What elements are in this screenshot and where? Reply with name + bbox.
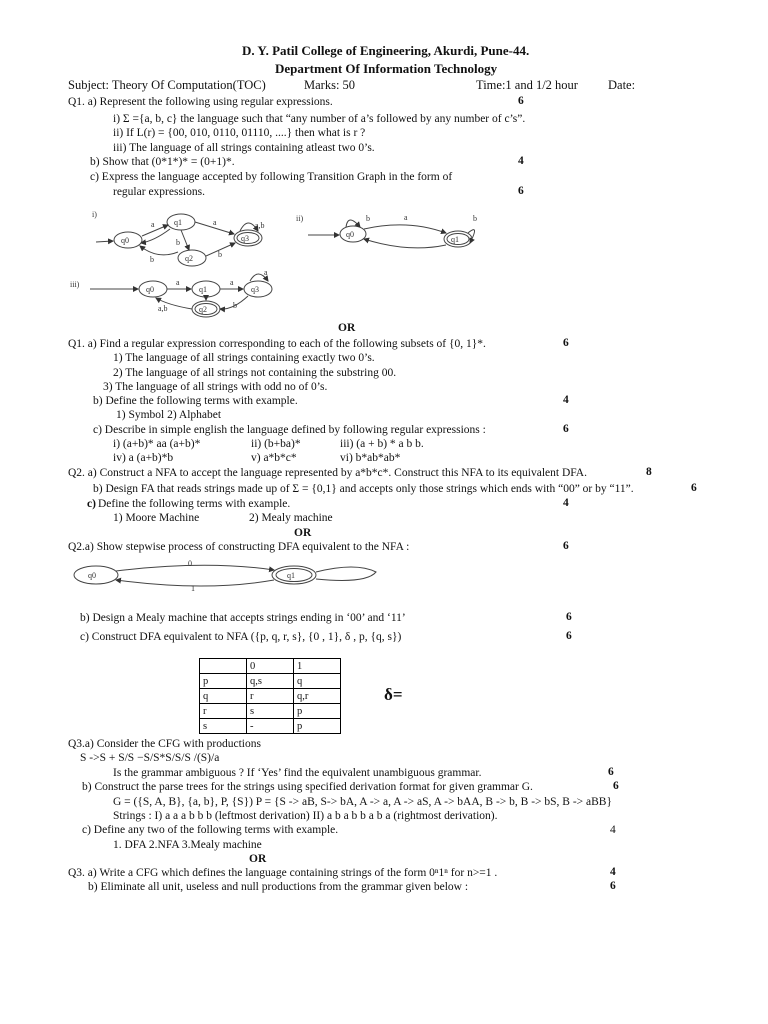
q1a-marks: 6 <box>518 95 524 107</box>
q1alt-a2: 2) The language of all strings not containing the substring 00. <box>113 367 397 379</box>
svg-text:q1: q1 <box>199 285 207 294</box>
q2c-2: 2) Mealy machine <box>249 512 333 524</box>
q2c-text: Define the following terms with example. <box>98 498 291 510</box>
q1alt-c-head: c) Describe in simple english the language defined by following regular expressions : <box>93 424 486 436</box>
q1b-text: b) Show that (0*1*)* = (0+1)*. <box>90 156 235 168</box>
q2b-text: b) Design FA that reads strings made up of Σ = {0,1} and accepts only those strings which ends with “00” or by “11”. <box>93 483 634 495</box>
svg-text:q0: q0 <box>146 285 154 294</box>
time: Time:1 and 1/2 hour <box>476 78 578 92</box>
g1-label: i) <box>92 210 97 219</box>
q3c-items: 1. DFA 2.NFA 3.Mealy machine <box>113 839 262 851</box>
q2a-text: Q2. a) Construct a NFA to accept the language represented by a*b*c*. Construct this NFA to its equivalent DFA. <box>68 467 587 479</box>
date: Date: <box>608 78 636 92</box>
svg-text:1: 1 <box>191 584 195 593</box>
q2c-1: 1) Moore Machine <box>113 512 200 524</box>
delta-label: δ= <box>384 685 403 704</box>
svg-text:q0: q0 <box>88 571 96 580</box>
svg-text:q1: q1 <box>451 235 459 244</box>
svg-text:q3: q3 <box>251 285 259 294</box>
svg-text:a: a <box>176 278 180 287</box>
q1alt-b1: 1) Symbol 2) Alphabet <box>116 409 222 421</box>
q3b-strings: Strings : I) a a a b b b (leftmost derivation) II) a b a b b a b a (rightmost derivation). <box>113 810 498 822</box>
svg-text:b: b <box>233 301 237 310</box>
svg-text:b: b <box>176 238 180 247</box>
q2alt-b-marks: 6 <box>566 611 572 623</box>
table-row: s - p <box>200 719 341 734</box>
q3a-text: Q3.a) Consider the CFG with productions <box>68 738 261 750</box>
g2-label: ii) <box>296 214 304 223</box>
svg-text:q3: q3 <box>241 234 249 243</box>
q2alt-a-text: Q2.a) Show stepwise process of constructing DFA equivalent to the NFA : <box>68 541 410 553</box>
q3alt-a-marks: 4 <box>610 866 616 878</box>
q2c-label: c) <box>87 498 96 510</box>
svg-text:a: a <box>230 278 234 287</box>
q2alt-a-marks: 6 <box>563 540 569 552</box>
svg-text:a,b: a,b <box>255 221 265 230</box>
q1alt-a3: 3) The language of all strings with odd no of 0’s. <box>103 381 328 393</box>
q1alt-a1: 1) The language of all strings containing exactly two 0’s. <box>113 352 375 364</box>
q2c-marks: 4 <box>563 497 569 509</box>
svg-text:b: b <box>218 250 222 259</box>
q1alt-a-marks: 6 <box>563 337 569 349</box>
q3alt-b-marks: 6 <box>610 880 616 892</box>
q2b-marks: 6 <box>691 482 697 494</box>
q3c-text: c) Define any two of the following terms with example. <box>82 824 339 836</box>
q3a-prod: S ->S + S/S −S/S*S/S/S /(S)/a <box>80 752 220 764</box>
svg-text:a: a <box>151 220 155 229</box>
q1c-marks: 6 <box>518 185 524 197</box>
svg-text:a: a <box>404 213 408 222</box>
or-divider-3: OR <box>249 853 267 865</box>
svg-text:q1: q1 <box>174 218 182 227</box>
svg-text:b: b <box>473 214 477 223</box>
transition-table <box>199 658 341 734</box>
g3-label: iii) <box>70 280 80 289</box>
q1alt-c-v: v) a*b*c* <box>251 452 297 464</box>
q3alt-a-text: Q3. a) Write a CFG which defines the language containing strings of the form 0ⁿ1ⁿ for n>=1 . <box>68 867 498 879</box>
svg-text:q2: q2 <box>185 254 193 263</box>
q2alt-c-marks: 6 <box>566 630 572 642</box>
transition-graphs <box>68 205 500 320</box>
q1a-head: Q1. a) Represent the following using regular expressions. <box>68 96 333 108</box>
q2alt-b-text: b) Design a Mealy machine that accepts strings ending in ‘00’ and ‘11’ <box>80 612 406 624</box>
q1alt-c-marks: 6 <box>563 423 569 435</box>
q1alt-c-iii: iii) (a + b) * a b b. <box>340 438 424 450</box>
table-row: p q,s q <box>200 674 341 689</box>
nfa-q0-state <box>74 566 118 584</box>
or-divider-2: OR <box>294 527 312 539</box>
q1alt-b-marks: 4 <box>563 394 569 406</box>
svg-text:q0: q0 <box>121 236 129 245</box>
q3b-grammar: G = ({S, A, B}, {a, b}, P, {S}) P = {S -> aB, S-> bA, A -> a, A -> aS, A -> bAA, B -> b, B -> bS, B -> aBB} <box>113 796 612 808</box>
svg-text:b: b <box>150 255 154 264</box>
q1a-i: i) Σ ={a, b, c} the language such that “any number of a’s followed by any number of c’s”. <box>113 113 526 125</box>
table-row: r s p <box>200 704 341 719</box>
q3b-marks: 6 <box>613 780 619 792</box>
q3c-marks: 4 <box>610 824 616 836</box>
q2a-marks: 8 <box>646 466 652 478</box>
svg-text:q0: q0 <box>346 230 354 239</box>
table-row: q r q,r <box>200 689 341 704</box>
svg-text:a: a <box>213 218 217 227</box>
subject: Subject: Theory Of Computation(TOC) <box>68 78 266 92</box>
q1alt-c-iv: iv) a (a+b)*b <box>113 452 174 464</box>
q1alt-b-head: b) Define the following terms with example. <box>93 395 298 407</box>
q1c-line1: c) Express the language accepted by following Transition Graph in the form of <box>90 171 453 183</box>
table-header-row: 0 1 <box>200 659 341 674</box>
q2alt-c-text: c) Construct DFA equivalent to NFA ({p, q, r, s}, {0 , 1}, δ , p, {q, s}) <box>80 631 402 643</box>
q1alt-c-ii: ii) (b+ba)* <box>251 438 301 450</box>
nfa-diagram <box>66 558 396 594</box>
q1c-line2: regular expressions. <box>113 186 205 198</box>
q1a-iii: iii) The language of all strings containing atleast two 0’s. <box>113 142 375 154</box>
q1alt-c-vi: vi) b*ab*ab* <box>340 452 401 464</box>
svg-text:0: 0 <box>188 559 192 568</box>
svg-text:q1: q1 <box>287 571 295 580</box>
q3a-question: Is the grammar ambiguous ? If ‘Yes’ find the equivalent unambiguous grammar. <box>113 767 482 779</box>
q3a-marks: 6 <box>608 766 614 778</box>
q1a-ii: ii) If L(r) = {00, 010, 0110, 01110, ....} then what is r ? <box>113 127 366 139</box>
q3b-text: b) Construct the parse trees for the strings using specified derivation format for given grammar G. <box>82 781 533 793</box>
q3alt-b-text: b) Eliminate all unit, useless and null productions from the grammar given below : <box>88 881 469 893</box>
svg-text:q2: q2 <box>199 305 207 314</box>
svg-text:a: a <box>264 268 268 277</box>
svg-text:a,b: a,b <box>158 304 168 313</box>
q1alt-a-head: Q1. a) Find a regular expression corresponding to each of the following subsets of {0, 1}*. <box>68 338 486 350</box>
svg-text:b: b <box>366 214 370 223</box>
department-title: Department Of Information Technology <box>275 61 498 76</box>
marks: Marks: 50 <box>304 78 356 92</box>
q1alt-c-i: i) (a+b)* aa (a+b)* <box>113 438 201 450</box>
or-divider-1: OR <box>338 322 356 334</box>
college-title: D. Y. Patil College of Engineering, Akurdi, Pune-44. <box>242 43 530 58</box>
q1b-marks: 4 <box>518 155 524 167</box>
